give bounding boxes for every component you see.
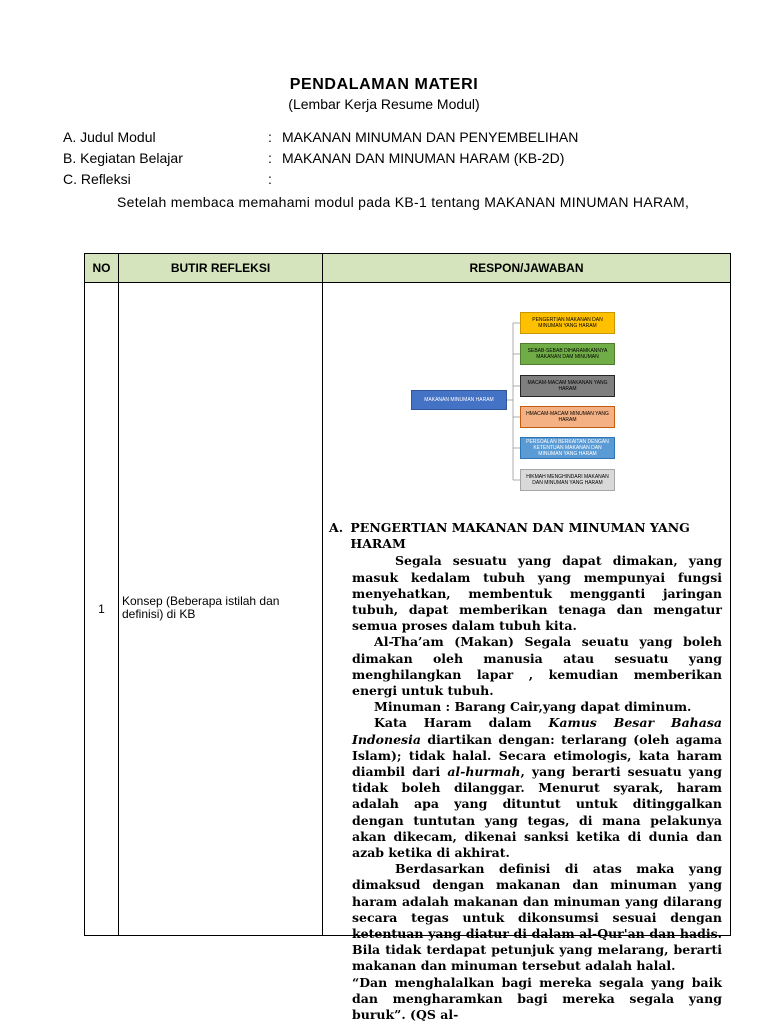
p4-text-c: , yang berarti sesuatu yang tidak boleh dilanggar. Menurut syarak, haram adalah apa yang dituntut untuk ditinggalkan dengan tuntutan yang tegas, di mana pelakunya akan dikecam, dikenai sanksi ketika di dunia dan azab ketika di akhirat.	[352, 764, 722, 861]
mind-map-diagram	[323, 283, 729, 486]
paragraph-5: Berdasarkan definisi di atas maka yang dimaksud dengan makanan dan minuman yang haram adalah makanan dan minuman yang dilarang secara tegas untuk dikonsumsi sesuai dengan ketentuan yang diatur di dalam al-Qur'an dan hadis. Bila tidak terdapat petunjuk yang melarang, berarti makanan dan minuman tersebut adalah halal.	[352, 861, 722, 974]
meta-value: MAKANAN MINUMAN DAN PENYEMBELIHAN	[282, 129, 579, 145]
meta-label: C. Refleksi	[63, 171, 131, 187]
page-subtitle: (Lembar Kerja Resume Modul)	[288, 96, 480, 112]
table-header-row	[85, 254, 731, 283]
page-title: PENDALAMAN MATERI	[289, 76, 479, 93]
diagram-branch-sebab: SEBAB-SEBAB DIHARAMKANNYA MAKANAN DAM MINUMAN	[520, 343, 615, 365]
paragraph-1: Segala sesuatu yang dapat dimakan, yang masuk kedalam tubuh yang mempunyai fungsi menyehatkan, membentuk mengganti jaringan tubuh, dapat memberikan tenaga dan mengatur semua proses dalam tubuh kita.	[352, 553, 722, 634]
section-letter: A.	[329, 520, 344, 535]
header-butir: BUTIR REFLEKSI	[119, 254, 323, 283]
meta-separator: :	[268, 129, 272, 145]
row-number: 1	[98, 602, 105, 616]
response-text	[329, 520, 722, 1023]
paragraph-2: Al-Tha’am (Makan) Segala seuatu yang boleh dimakan oleh manusia atau sesuatu yang menghilangkan lapar , kemudian memberikan energi untuk tubuh.	[352, 634, 722, 699]
paragraph-6-quote: “Dan menghalalkan bagi mereka segala yang baik dan mengharamkan bagi mereka segala yang buruk”. (QS al-	[352, 974, 722, 1023]
cell-butir	[119, 283, 323, 936]
meta-value: MAKANAN DAN MINUMAN HARAM (KB-2D)	[282, 150, 565, 166]
diagram-branch-persoalan: PERSOALAN BERKAITAN DENGAN KETENTUAN MAKANAN DAN MINUMAN YANG HARAM	[520, 437, 615, 459]
diagram-branch-macam-minuman: HMACAM-MACAM MINUMAN YANG HARAM	[520, 406, 615, 428]
paragraph-4	[352, 715, 722, 861]
section-heading	[329, 520, 722, 552]
butir-text: Konsep (Beberapa istilah dan definisi) di KB	[122, 594, 280, 621]
p4-text-b: diartikan dengan: terlarang (oleh agama Islam); tidak halal. Secara etimologis, kata haram diambil dari	[352, 731, 722, 780]
p4-text-a: Kata Haram dalam	[374, 715, 549, 731]
section-title: PENGERTIAN MAKANAN DAN MINUMAN YANG HARAM	[350, 520, 690, 552]
cell-no	[85, 283, 119, 936]
header-no: NO	[85, 254, 119, 283]
cell-respon	[323, 283, 731, 1023]
table-row	[85, 283, 731, 936]
section-body	[329, 553, 722, 1023]
meta-separator: :	[268, 171, 272, 187]
diagram-branch-pengertian: PENGERTIAN MAKANAN DAN MINUMAN YANG HARAM	[520, 312, 615, 334]
p4-kbbi: Kamus Besar Bahasa Indonesia	[352, 715, 722, 747]
meta-label: B. Kegiatan Belajar	[63, 150, 183, 166]
paragraph-3: Minuman : Barang Cair,yang dapat diminum.	[374, 699, 692, 715]
diagram-branch-macam-makanan: MACAM-MACAM MAKANAN YANG HARAM	[520, 375, 615, 397]
meta-label: A. Judul Modul	[63, 129, 156, 145]
p4-term: al-hurmah	[447, 764, 521, 780]
diagram-branch-hikmah: HIKMAH MENGHINDARI MAKANAN DAN MINUMAN YANG HARAM	[520, 469, 615, 491]
intro-paragraph: Setelah membaca memahami modul pada KB-1 tentang MAKANAN MINUMAN HARAM,	[117, 194, 690, 210]
diagram-root: MAKANAN MINUMAN HARAM	[411, 390, 507, 410]
header-respon: RESPON/JAWABAN	[323, 254, 731, 283]
meta-separator: :	[268, 150, 272, 166]
reflection-table	[84, 253, 731, 1023]
